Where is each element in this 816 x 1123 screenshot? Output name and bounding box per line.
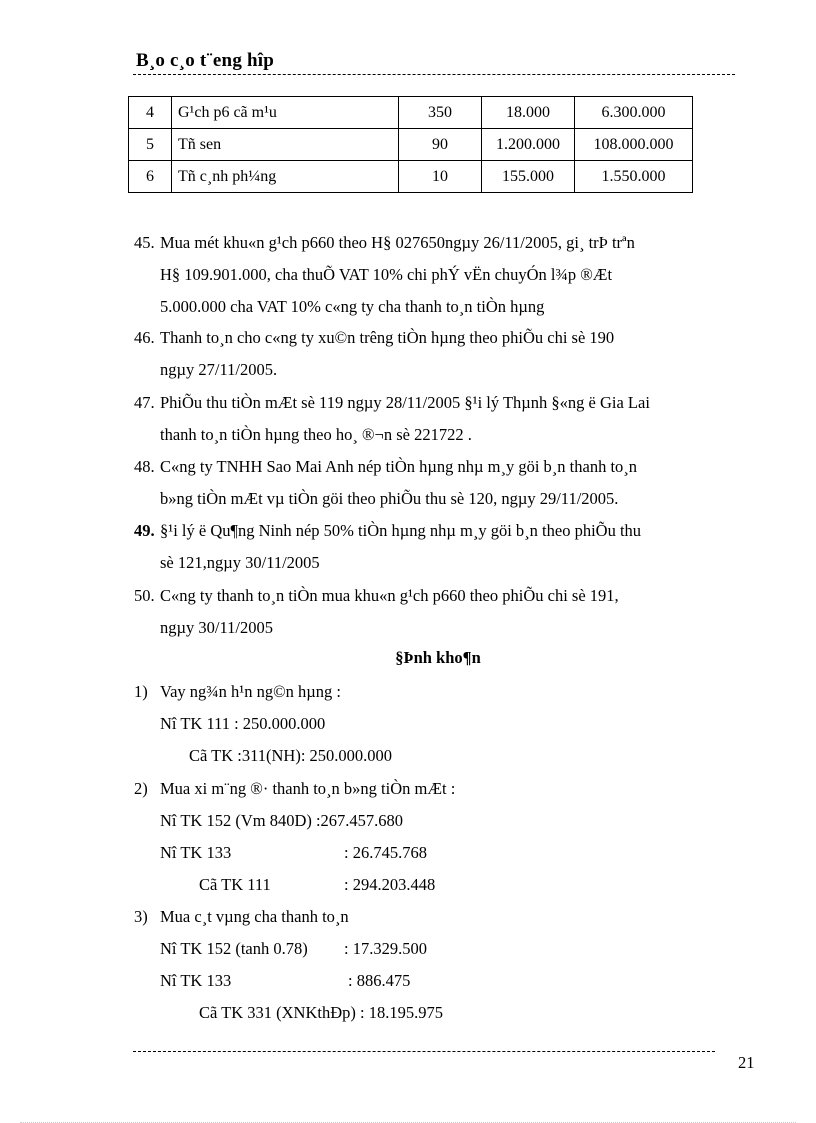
item-number: 47. <box>134 393 155 412</box>
debit-amount: : 886.475 <box>348 971 411 990</box>
numbered-item-47 <box>134 387 744 451</box>
footer-divider <box>133 1051 715 1052</box>
report-header-title: B¸o c¸o t¨eng hîp <box>136 50 274 71</box>
debit-amount: : 26.745.768 <box>344 843 427 862</box>
item-name: G¹ch p6 cã m¹u <box>172 97 399 129</box>
item-quantity: 350 <box>399 97 482 129</box>
header-divider <box>133 74 735 75</box>
item-text-line: Mua mét khu«n g¹ch p660 theo H§ 027650ngµy 26/11/2005, gi¸ trÞ trªn <box>160 233 635 252</box>
item-total: 6.300.000 <box>575 97 693 129</box>
credit-amount: : 294.203.448 <box>344 875 436 894</box>
section-title: §Þnh kho¶n <box>395 648 481 667</box>
journal-entry-3 <box>134 901 734 1029</box>
numbered-item-45 <box>134 227 744 323</box>
credit-line: Cã TK :311(NH): 250.000.000 <box>189 746 393 765</box>
debit-line: Nî TK 152 (Vm 840D) :267.457.680 <box>160 811 404 830</box>
journal-entry-1 <box>134 676 734 772</box>
entry-description: Mua c¸t vµng cha thanh to¸n <box>160 907 349 926</box>
item-number: 49. <box>134 521 155 540</box>
debit-label: Nî TK 133 <box>160 971 232 990</box>
debit-label: Nî TK 133 <box>160 843 232 862</box>
item-unit-price: 1.200.000 <box>482 129 575 161</box>
item-unit-price: 18.000 <box>482 97 575 129</box>
item-text-line: PhiÕu thu tiÒn mÆt sè 119 ngµy 28/11/2005 §¹i lý Thµnh §«ng ë Gia Lai <box>160 393 650 412</box>
entry-number: 1) <box>134 682 148 701</box>
item-text-line: Thanh to¸n cho c«ng ty xu©n trêng tiÒn hµng theo phiÕu chi sè 190 <box>160 328 615 347</box>
item-quantity: 90 <box>399 129 482 161</box>
numbered-item-49 <box>134 515 744 579</box>
item-text-line: H§ 109.901.000, cha thuÕ VAT 10% chi phÝ vËn chuyÓn l¾p ®Æt <box>160 265 613 284</box>
item-text-line: thanh to¸n tiÒn hµng theo ho¸ ®¬n sè 221722 . <box>160 425 472 444</box>
entry-description: Vay ng¾n h¹n ng©n hµng : <box>160 682 341 701</box>
entry-description: Mua xi m¨ng ®· thanh to¸n b»ng tiÒn mÆt : <box>160 779 456 798</box>
item-number: 46. <box>134 328 155 347</box>
credit-label: Cã TK 111 <box>199 875 271 894</box>
row-number: 5 <box>129 129 172 161</box>
numbered-item-50 <box>134 580 744 644</box>
credit-line: Cã TK 331 (XNKthÐp) : 18.195.975 <box>199 1003 443 1022</box>
item-name: Tñ sen <box>172 129 399 161</box>
item-text-line: sè 121,ngµy 30/11/2005 <box>160 553 320 572</box>
debit-amount: : 17.329.500 <box>344 939 427 958</box>
debit-label: Nî TK 152 (tanh 0.78) <box>160 939 308 958</box>
item-name: Tñ c¸nh ph¼ng <box>172 161 399 193</box>
item-text-line: 5.000.000 cha VAT 10% c«ng ty cha thanh to¸n tiÒn hµng <box>160 297 545 316</box>
table-row <box>129 161 693 193</box>
table-row <box>129 97 693 129</box>
item-text-line: b»ng tiÒn mÆt vµ tiÒn göi theo phiÕu thu sè 120, ngµy 29/11/2005. <box>160 489 619 508</box>
item-number: 50. <box>134 586 155 605</box>
items-table <box>128 96 693 193</box>
item-text-line: ngµy 27/11/2005. <box>160 360 278 379</box>
item-unit-price: 155.000 <box>482 161 575 193</box>
item-total: 1.550.000 <box>575 161 693 193</box>
entry-number: 2) <box>134 779 148 798</box>
item-number: 48. <box>134 457 155 476</box>
table-row <box>129 129 693 161</box>
numbered-item-48 <box>134 451 744 515</box>
item-total: 108.000.000 <box>575 129 693 161</box>
row-number: 6 <box>129 161 172 193</box>
row-number: 4 <box>129 97 172 129</box>
page-number: 21 <box>738 1053 755 1072</box>
item-text-line: §¹i lý ë Qu¶ng Ninh nép 50% tiÒn hµng nhµ m¸y göi b¸n theo phiÕu thu <box>160 521 642 540</box>
journal-entry-2 <box>134 773 734 901</box>
entry-number: 3) <box>134 907 148 926</box>
debit-line: Nî TK 111 : 250.000.000 <box>160 714 326 733</box>
numbered-item-46 <box>134 322 744 386</box>
item-text-line: C«ng ty TNHH Sao Mai Anh nép tiÒn hµng nhµ m¸y göi b¸n thanh to¸n <box>160 457 638 476</box>
item-quantity: 10 <box>399 161 482 193</box>
item-text-line: C«ng ty thanh to¸n tiÒn mua khu«n g¹ch p660 theo phiÕu chi sè 191, <box>160 586 619 605</box>
item-text-line: ngµy 30/11/2005 <box>160 618 273 637</box>
item-number: 45. <box>134 233 155 252</box>
